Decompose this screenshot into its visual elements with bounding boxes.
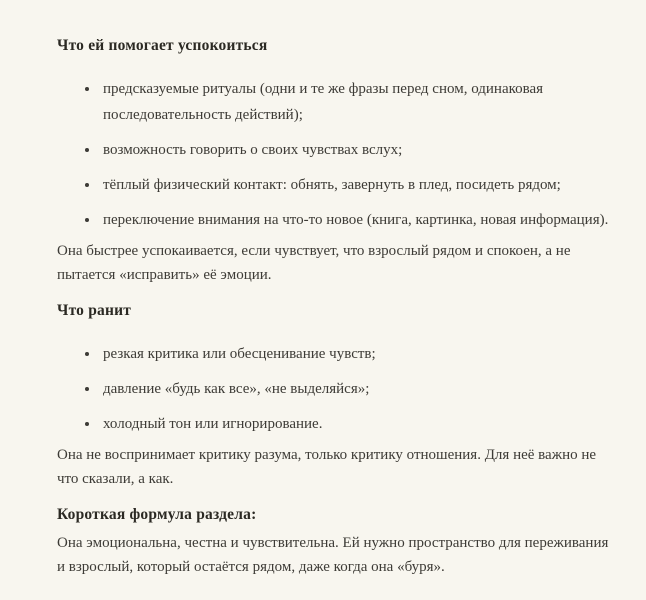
list-item-text: возможность говорить о своих чувствах вслух;	[103, 142, 403, 158]
list-item	[57, 172, 612, 198]
paragraph-formula-note: Она эмоциональна, честна и чувствительна. Ей нужно пространство для переживания и взрослый, который остаётся рядом, даже когда она «буря».	[57, 535, 609, 575]
section-heading-short-formula: Короткая формула раздела:	[57, 506, 257, 523]
list-item	[57, 341, 612, 367]
bullet-icon	[85, 148, 89, 152]
document-content	[57, 36, 612, 579]
list-item-text: переключение внимания на что-то новое (книга, картинка, новая информация).	[103, 212, 609, 228]
list-item	[57, 137, 612, 163]
section-heading-what-helps-calm: Что ей помогает успокоиться	[57, 37, 268, 54]
list-item	[57, 76, 612, 128]
bullet-icon	[85, 183, 89, 187]
list-item-text: холодный тон или игнорирование.	[103, 416, 323, 432]
hurts-list	[57, 341, 612, 437]
bullet-icon	[85, 352, 89, 356]
section-heading-what-hurts: Что ранит	[57, 302, 132, 319]
list-item	[57, 207, 612, 233]
paragraph-calm-note: Она быстрее успокаивается, если чувствует, что взрослый рядом и спокоен, а не пытается «исправить» её эмоции.	[57, 243, 571, 283]
bullet-icon	[85, 422, 89, 426]
bullet-icon	[85, 87, 89, 91]
bullet-icon	[85, 218, 89, 222]
list-item-text: давление «будь как все», «не выделяйся»;	[103, 381, 370, 397]
list-item-text: предсказуемые ритуалы (одни и те же фразы перед сном, одинаковая последовательность действий);	[103, 81, 544, 123]
list-item	[57, 411, 612, 437]
paragraph-criticism-note: Она не воспринимает критику разума, только критику отношения. Для неё важно не что сказали, а как.	[57, 447, 597, 487]
list-item-text: резкая критика или обесценивание чувств;	[103, 346, 376, 362]
calm-helpers-list	[57, 76, 612, 233]
list-item	[57, 376, 612, 402]
bullet-icon	[85, 387, 89, 391]
list-item-text: тёплый физический контакт: обнять, завернуть в плед, посидеть рядом;	[103, 177, 561, 193]
